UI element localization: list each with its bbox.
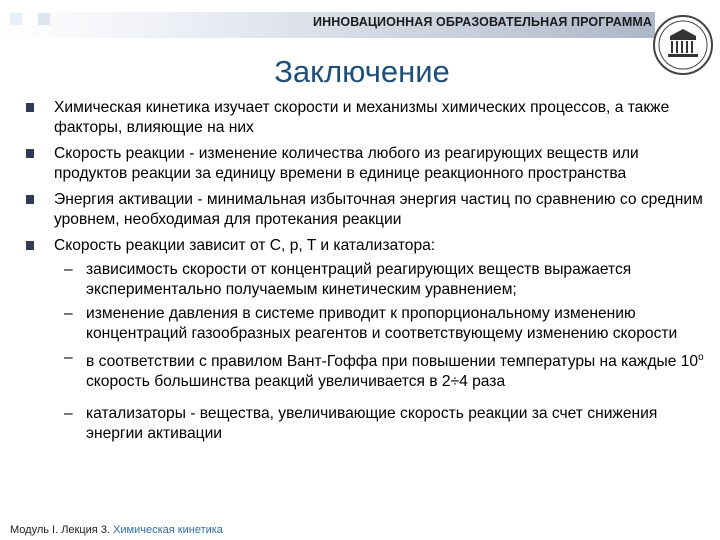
sub-bullet-item bbox=[16, 348, 706, 392]
sub-bullet-item bbox=[16, 260, 706, 300]
sub-bullet-item bbox=[16, 304, 706, 344]
square-bullet-icon bbox=[26, 103, 34, 112]
bullet-list bbox=[16, 98, 706, 444]
square-bullet-icon bbox=[26, 241, 34, 250]
bullet-text: Скорость реакции зависит от C, p, T и катализатора: bbox=[54, 237, 436, 254]
sub-bullet-item bbox=[16, 404, 706, 444]
bullet-item bbox=[16, 98, 706, 138]
footer bbox=[10, 524, 223, 536]
dash-bullet-icon: – bbox=[64, 405, 73, 423]
sub-bullet-text: катализаторы ‑ вещества, увеличивающие скорость реакции за счет снижения энергии активации bbox=[86, 405, 658, 443]
sub-bullet-text: изменение давления в системе приводит к пропорциональному изменению концентраций газообразных реагентов и соответствующему изменению скорости bbox=[86, 305, 678, 342]
footer-module: Модуль I. Лекция 3. bbox=[10, 524, 110, 536]
footer-topic: Химическая кинетика bbox=[113, 524, 223, 536]
header-square-3 bbox=[38, 13, 50, 25]
slide-title: Заключение bbox=[274, 54, 450, 89]
bullet-item bbox=[16, 144, 706, 184]
header-square-1 bbox=[10, 13, 22, 25]
sub-bullet-text-before: в соответствии с правилом Вант-Гоффа при повышении температуры на каждые 10 bbox=[86, 353, 699, 371]
bullet-text: Энергия активации ‑ минимальная избыточная энергия частиц по сравнению со средним уровнем, необходимая для протекания реакции bbox=[54, 191, 703, 228]
sub-bullet-text: зависимость скорости от концентраций реагирующих веществ выражается экспериментально получаемым кинетическим уравнением; bbox=[86, 261, 632, 298]
program-title: ИННОВАЦИОННАЯ ОБРАЗОВАТЕЛЬНАЯ ПРОГРАММА bbox=[313, 15, 652, 29]
dash-bullet-icon: – bbox=[64, 305, 73, 322]
sub-bullet-text-after: скорость большинства реакций увеличивается в 2÷4 раза bbox=[86, 373, 506, 391]
dash-bullet-icon: – bbox=[64, 349, 73, 366]
bullet-item bbox=[16, 190, 706, 230]
bullet-text: Скорость реакции ‑ изменение количества любого из реагирующих веществ или продуктов реакции за единицу времени в единице реакционного пространства bbox=[54, 145, 639, 182]
header-square-2 bbox=[24, 13, 36, 25]
square-bullet-icon bbox=[26, 195, 34, 204]
dash-bullet-icon: – bbox=[64, 261, 73, 278]
bullet-text: Химическая кинетика изучает скорости и механизмы химических процессов, а также факторы, влияющие на них bbox=[54, 99, 670, 136]
degree-superscript: o bbox=[698, 352, 704, 363]
square-bullet-icon bbox=[26, 149, 34, 158]
bullet-item bbox=[16, 236, 706, 256]
